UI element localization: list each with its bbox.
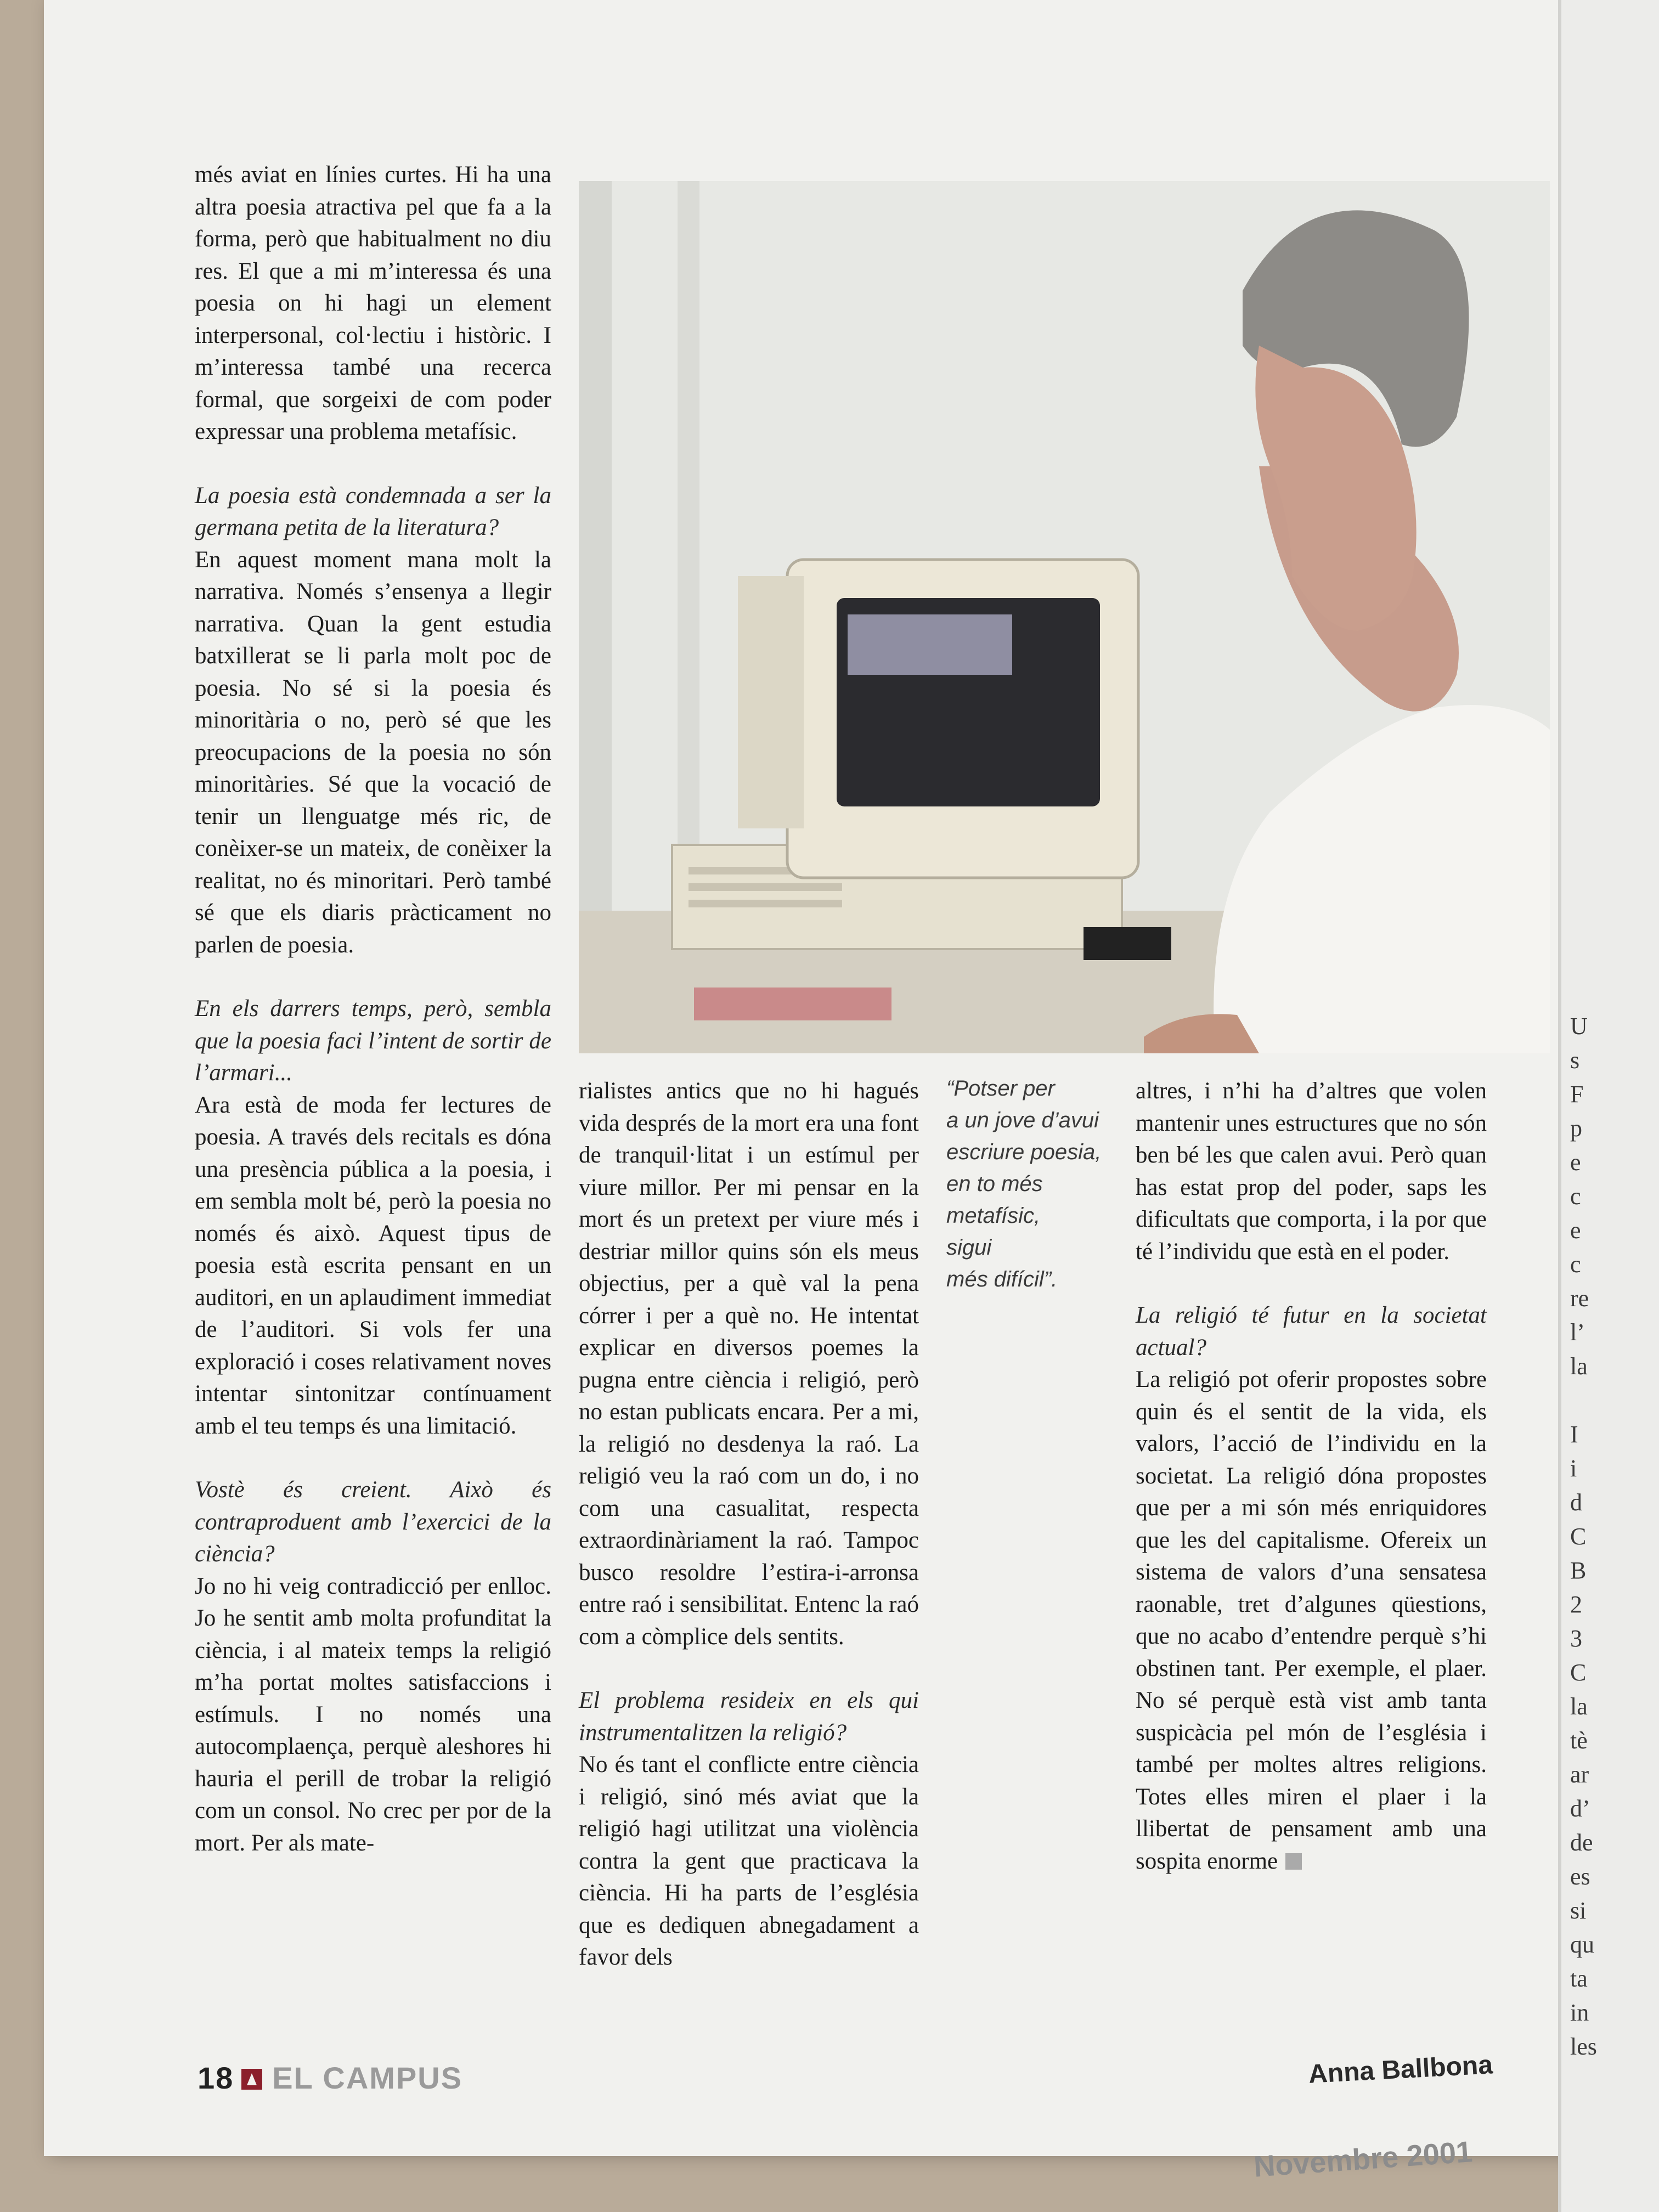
interview-answer: La religió pot oferir propostes sobre quin és el sentit de la vida, els valors, l’acció de l’individu en la societat. La religió dóna propostes que per a mi són més enriquidores que les del capitalisme. Ofereix un sistema de valors d’una sensatesa raonable, tret d’algunes qüestions, que no acabo d’entendre perquè s’hi obstinen tant. Per exemple, el plaer. No sé perquè està vist amb tanta suspicàcia pel món de l’església i també per moltes altres religions. Totes elles miren el plaer i la llibertat de pensament amb una sospita enorme [1136, 1367, 1487, 1874]
pull-quote-line: en to més [946, 1172, 1043, 1196]
pull-quote-line: sigui [946, 1235, 992, 1260]
adjacent-page-fragment: la [1570, 1693, 1588, 1720]
pull-quote-line: més difícil”. [946, 1267, 1058, 1291]
interview-question: En els darrers temps, però, sembla que la poesia faci l’intent de sortir de l’armari... [195, 996, 551, 1086]
adjacent-page-fragment: B [1570, 1557, 1587, 1584]
adjacent-page-fragment: c [1570, 1183, 1581, 1210]
adjacent-page-fragment: de [1570, 1829, 1593, 1856]
text-column-2 [579, 1075, 919, 1974]
page-number: 18 [198, 2061, 234, 2095]
adjacent-page-fragment: si [1570, 1897, 1587, 1924]
pull-quote [946, 1073, 1111, 1295]
adjacent-page [1558, 0, 1659, 2212]
interview-question: Vostè és creient. Això és contraproduent amb l’exercici de la ciència? [195, 1477, 551, 1567]
pull-quote-line: metafísic, [946, 1204, 1041, 1228]
adjacent-page-fragment: la [1570, 1353, 1588, 1380]
pull-quote-line: “Potser per [946, 1076, 1055, 1101]
adjacent-page-fragment: c [1570, 1251, 1581, 1278]
issue-date: Novembre 2001 [1252, 2135, 1474, 2183]
adjacent-page-fragment: l’ [1570, 1319, 1585, 1346]
interview-answer: Jo no hi veig contradicció per enlloc. Jo he sentit amb molta profunditat la ciència, i al mateix temps la religió m’ha portat moltes satisfaccions i estímuls. I no només una autocomplaença, perquè aleshores hi hauria el perill de trobar la religió com un consol. No crec per por de la mort. Per als mate- [195, 1573, 551, 1856]
interview-answer: rialistes antics que no hi hagués vida després de la mort era una font de tranquil·litat i un estímul per viure millor. Per mi pensar en la mort és un pretext per viure més i destriar millor quins són els meus objectius, per a què val la pena córrer i per a què no. He intentat explicar en diversos poemes la pugna entre ciència i religió, però no estan publicats encara. Per a mi, la religió no desdenya la raó. La religió veu la raó com un do, i no com una casualitat, respecta extraordinàriament la raó. Tampoc busco resoldre l’estira-i-arronsa entre raó i sensibilitat. Entenc la raó com a còmplice dels sentits. [579, 1078, 919, 1650]
adjacent-page-fragment: d’ [1570, 1795, 1590, 1822]
interview-answer: més aviat en línies curtes. Hi ha una altra poesia atractiva pel que fa a la forma, però que habitualment no diu res. El que a mi m’interessa és una poesia on hi hagi un element interpersonal, col·lectiu i històric. I m’interessa també una recerca formal, que sorgeixi de com poder expressar una problema metafísic. [195, 162, 551, 444]
adjacent-page-fragment: e [1570, 1217, 1581, 1244]
adjacent-page-fragment: ta [1570, 1965, 1588, 1992]
text-column-4 [1136, 1075, 1487, 1877]
end-of-article-icon [1285, 1853, 1302, 1870]
magazine-name: EL CAMPUS [272, 2061, 463, 2095]
interview-question: La religió té futur en la societat actual? [1136, 1302, 1487, 1361]
magazine-logo-icon [241, 2069, 262, 2090]
interview-question: El problema resideix en els qui instrumentalitzen la religió? [579, 1688, 919, 1746]
adjacent-page-fragment: re [1570, 1285, 1589, 1312]
adjacent-page-fragment: p [1570, 1115, 1582, 1142]
author-byline: Anna Ballbona [1307, 2050, 1494, 2089]
adjacent-page-fragment: e [1570, 1149, 1581, 1176]
photo-man-at-computer [579, 181, 1550, 1053]
adjacent-page-fragment: in [1570, 1999, 1589, 2026]
adjacent-page-fragment [1570, 1384, 1659, 1418]
interview-answer: No és tant el conflicte entre ciència i religió, sinó més aviat que la religió hagi utilitzat una violència contra la gent que practicava la ciència. Hi ha parts de l’església que es dediquen abnegadament a favor dels [579, 1752, 919, 1970]
adjacent-page-fragment: C [1570, 1523, 1587, 1550]
adjacent-page-fragment: C [1570, 1659, 1587, 1686]
adjacent-page-fragment: les [1570, 2033, 1597, 2060]
adjacent-page-fragment: tè [1570, 1727, 1588, 1754]
adjacent-page-fragment: es [1570, 1863, 1590, 1890]
adjacent-page-fragment: F [1570, 1081, 1584, 1108]
adjacent-page-fragment: ar [1570, 1761, 1589, 1788]
photo-illustration [579, 181, 1550, 1053]
interview-question: La poesia està condemnada a ser la germana petita de la literatura? [195, 482, 551, 540]
interview-answer: Ara està de moda fer lectures de poesia. A través dels recitals es dóna una presència pública a la poesia, i em sembla molt bé, però la poesia no només és això. Aquest tipus de poesia està escrita pensant en un auditori, en un aplaudiment immediat de l’auditori. Si vols fer una exploració i coses relativament noves intentar sintonitzar contínuament amb el teu temps és una limitació. [195, 1092, 551, 1439]
adjacent-page-fragment: U [1570, 1013, 1588, 1040]
page-footer [198, 2060, 462, 2096]
pull-quote-line: a un jove d’avui [946, 1108, 1099, 1132]
adjacent-page-fragment: I [1570, 1421, 1578, 1448]
pull-quote-line: escriure poesia, [946, 1140, 1102, 1164]
text-column-1 [195, 159, 551, 1859]
adjacent-page-text [1570, 1009, 1659, 2064]
adjacent-page-fragment: 3 [1570, 1625, 1582, 1652]
adjacent-page-fragment: qu [1570, 1931, 1594, 1958]
adjacent-page-fragment: d [1570, 1489, 1582, 1516]
adjacent-page-fragment: s [1570, 1047, 1580, 1074]
adjacent-page-fragment: i [1570, 1455, 1577, 1482]
adjacent-page-fragment: 2 [1570, 1591, 1582, 1618]
interview-answer: En aquest moment mana molt la narrativa. Només s’ensenya a llegir narrativa. Quan la gent estudia batxillerat se li parla molt poc de poesia. No sé si la poesia és minoritària o no, però sé que les preocupacions de la poesia no són minoritàries. Sé que la vocació de tenir un llenguatge més ric, de conèixer-se un mateix, de conèixer la realitat, no és minoritari. Però també sé que els diaris pràcticament no parlen de poesia. [195, 546, 551, 958]
interview-answer: altres, i n’hi ha d’altres que volen mantenir unes estructures que no són ben bé les que calen avui. Però quan has estat prop del poder, saps les dificultats que comporta, i la por que té l’individu que està en el poder. [1136, 1078, 1487, 1265]
